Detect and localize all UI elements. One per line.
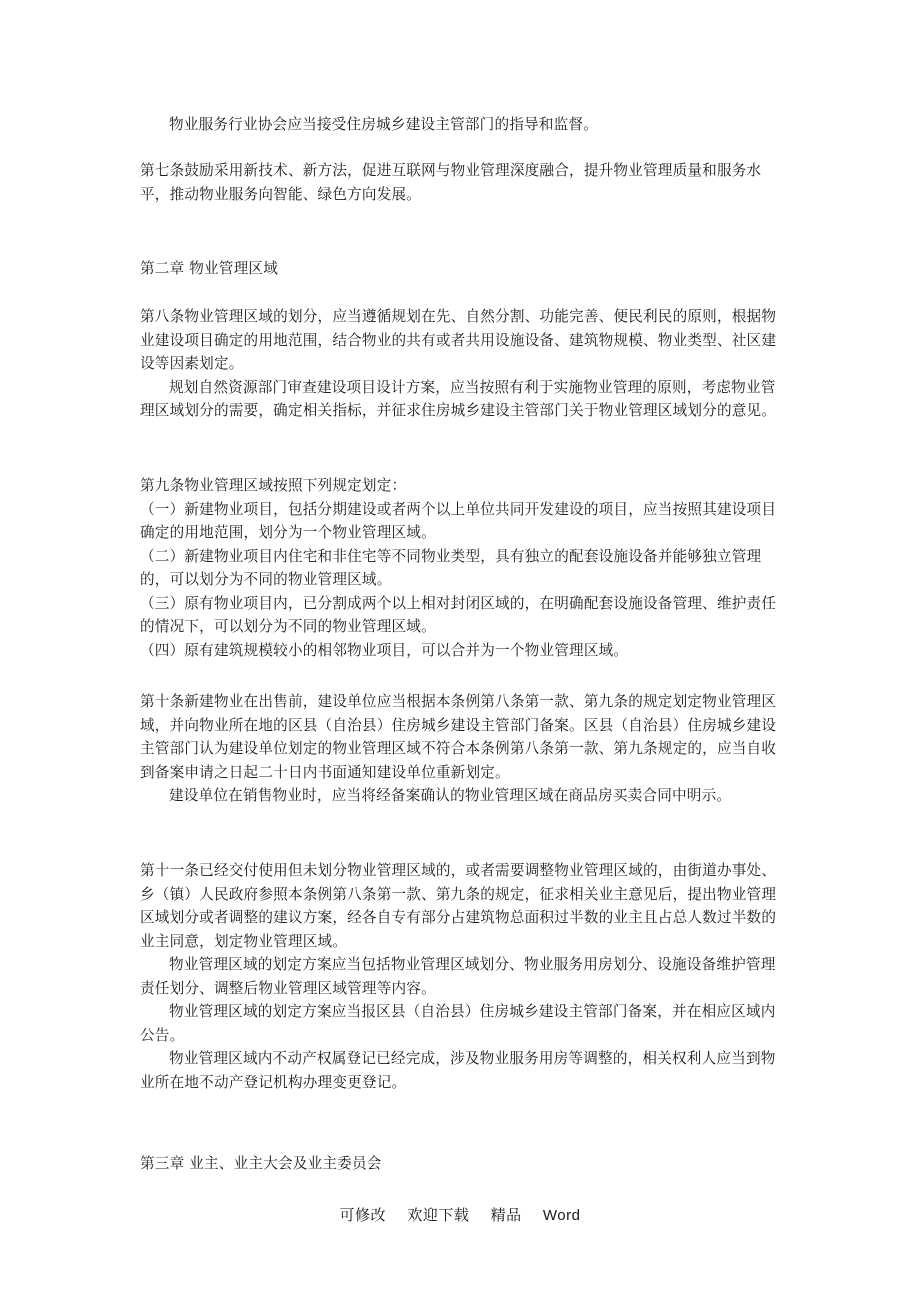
paragraph-text: 物业管理区域的划定方案应当包括物业管理区域划分、物业服务用房划分、设施设备维护管理责任划分、调整后物业管理区域管理等内容。 bbox=[140, 956, 776, 997]
paragraph-text: 物业服务行业协会应当接受住房城乡建设主管部门的指导和监督。 bbox=[169, 116, 599, 133]
list-item: （四）原有建筑规模较小的相邻物业项目，可以合并为一个物业管理区域。 bbox=[140, 641, 629, 659]
chapter-title: 第三章 业主、业主大会及业主委员会 bbox=[140, 1155, 382, 1172]
paragraph-text: 物业管理区域的划定方案应当报区县（自治县）住房城乡建设主管部门备案，并在相应区域内公告。 bbox=[140, 1003, 776, 1044]
paragraph-association-supervision bbox=[140, 113, 785, 137]
footer-word: Word bbox=[542, 1207, 581, 1224]
article-9 bbox=[140, 474, 785, 662]
chapter-2-heading bbox=[140, 257, 785, 281]
article-10 bbox=[140, 690, 785, 808]
chapter-title: 第二章 物业管理区域 bbox=[140, 260, 278, 277]
paragraph-text: 第九条物业管理区域按照下列规定划定： bbox=[140, 477, 407, 494]
paragraph-text: 物业管理区域内不动产权属登记已经完成，涉及物业服务用房等调整的，相关权利人应当到物业所在地不动产登记机构办理变更登记。 bbox=[140, 1050, 776, 1091]
footer-welcome-download: 欢迎下载 bbox=[407, 1206, 470, 1224]
list-item: （二）新建物业项目内住宅和非住宅等不同物业类型，具有独立的配套设施设备并能够独立管理的，可以划分为不同的物业管理区域。 bbox=[140, 547, 762, 588]
paragraph-text: 第八条物业管理区域的划分，应当遵循规划在先、自然分割、功能完善、便民利民的原则，根据物业建设项目确定的用地范围，结合物业的共有或者共用设施设备、建筑物规模、物业类型、社区建设等因素划定。 bbox=[140, 308, 777, 372]
chapter-3-heading bbox=[140, 1152, 785, 1176]
footer-editable: 可修改 bbox=[339, 1206, 387, 1224]
page-footer bbox=[0, 1204, 920, 1227]
paragraph-text: 建设单位在销售物业时，应当将经备案确认的物业管理区域在商品房买卖合同中明示。 bbox=[169, 787, 732, 804]
paragraph-text: 第十一条已经交付使用但未划分物业管理区域的，或者需要调整物业管理区域的，由街道办事处、乡（镇）人民政府参照本条例第八条第一款、第九条的规定，征求相关业主意见后，提出物业管理区域划分或者调整的建议方案，经各自专有部分占建筑物总面积过半数的业主且占总人数过半数的业主同意，划定物业管理区域。 bbox=[140, 862, 777, 950]
article-11 bbox=[140, 859, 785, 1094]
footer-premium: 精品 bbox=[490, 1206, 522, 1224]
paragraph-text: 第七条鼓励采用新技术、新方法，促进互联网与物业管理深度融合，提升物业管理质量和服务水平，推动物业服务向智能、绿色方向发展。 bbox=[140, 162, 762, 203]
paragraph-text: 规划自然资源部门审查建设项目设计方案，应当按照有利于实施物业管理的原则，考虑物业管理区域划分的需要，确定相关指标，并征求住房城乡建设主管部门关于物业管理区域划分的意见。 bbox=[140, 378, 777, 419]
paragraph-text: 第十条新建物业在出售前，建设单位应当根据本条例第八条第一款、第九条的规定划定物业管理区域，并向物业所在地的区县（自治县）住房城乡建设主管部门备案。区县（自治县）住房城乡建设主管部门认为建设单位划定的物业管理区域不符合本条例第八条第一款、第九条规定的，应当自收到备案申请之日起二十日内书面通知建设单位重新划定。 bbox=[140, 693, 777, 781]
article-7 bbox=[140, 159, 785, 206]
article-8 bbox=[140, 305, 785, 423]
list-item: （三）原有物业项目内，已分割成两个以上相对封闭区域的，在明确配套设施设备管理、维护责任的情况下，可以划分为不同的物业管理区域。 bbox=[140, 594, 777, 635]
list-item: （一）新建物业项目，包括分期建设或者两个以上单位共同开发建设的项目，应当按照其建设项目确定的用地范围，划分为一个物业管理区域。 bbox=[140, 500, 777, 541]
